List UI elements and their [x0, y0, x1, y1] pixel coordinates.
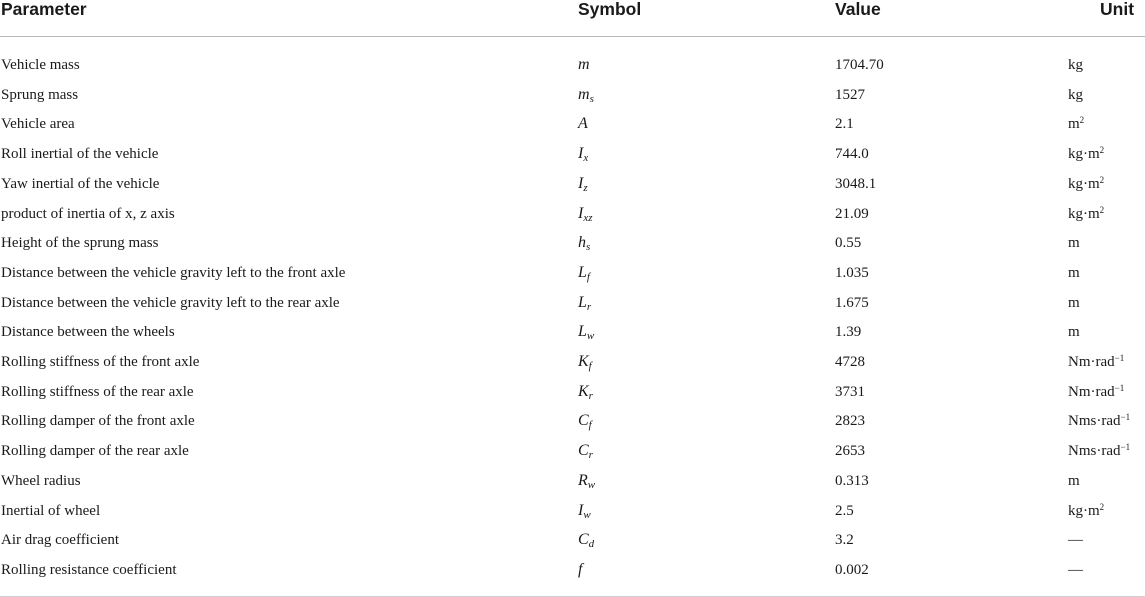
symbol-main: C: [578, 531, 589, 549]
table-row: [0, 175, 1145, 205]
symbol-main: C: [578, 412, 589, 430]
symbol-main: m: [578, 56, 590, 73]
symbol-subscript: w: [586, 330, 595, 343]
symbol-subscript: r: [588, 449, 593, 462]
table-row: [0, 472, 1145, 502]
unit-cell: [1068, 205, 1104, 223]
value-cell: 1.035: [835, 264, 869, 281]
unit-main: —: [1068, 532, 1083, 549]
parameter-cell: Distance between the vehicle gravity left to the rear axle: [1, 294, 340, 311]
unit-cell: [1068, 234, 1080, 252]
header-unit: Unit: [1100, 0, 1135, 19]
symbol-cell: [578, 383, 593, 401]
unit-superscript: −1: [1114, 382, 1125, 393]
unit-main: kg: [1068, 57, 1083, 73]
symbol-main: I: [578, 204, 584, 222]
unit-cell: [1068, 115, 1084, 133]
unit-cell: [1068, 531, 1083, 549]
symbol-subscript: w: [587, 478, 596, 491]
header-parameter: Parameter: [1, 0, 87, 19]
table-row: [0, 115, 1145, 145]
symbol-subscript: r: [586, 300, 592, 313]
unit-cell: [1068, 294, 1080, 312]
table-row: [0, 531, 1145, 561]
symbol-cell: [578, 353, 592, 371]
parameter-cell: Distance between the vehicle gravity left to the front axle: [1, 264, 346, 281]
parameter-cell: Height of the sprung mass: [1, 235, 159, 252]
value-cell: 1527: [835, 86, 865, 103]
parameter-cell: Vehicle mass: [1, 57, 80, 73]
unit-cell: [1068, 86, 1083, 104]
unit-superscript: 2: [1099, 501, 1105, 512]
table-row: [0, 234, 1145, 264]
symbol-cell: [578, 442, 593, 460]
table-row: [0, 561, 1145, 591]
unit-superscript: −1: [1114, 353, 1125, 363]
symbol-cell: [578, 294, 591, 312]
symbol-cell: [578, 115, 588, 133]
table-row: [0, 145, 1145, 175]
unit-main: Nm·rad: [1068, 354, 1115, 370]
value-cell: 3.2: [835, 532, 854, 549]
unit-main: m: [1068, 472, 1080, 489]
table-row: [0, 383, 1145, 413]
table-row: [0, 412, 1145, 442]
parameter-cell: Rolling stiffness of the rear axle: [1, 383, 194, 400]
symbol-main: I: [578, 145, 584, 163]
symbol-main: m: [578, 85, 590, 103]
value-cell: 1.39: [835, 324, 862, 341]
symbol-main: R: [578, 471, 588, 489]
table-row: [0, 294, 1145, 324]
symbol-main: h: [578, 234, 586, 252]
unit-main: m: [1068, 324, 1080, 341]
symbol-cell: [578, 472, 595, 490]
unit-main: Nms·rad: [1068, 443, 1121, 460]
unit-cell: [1068, 56, 1083, 74]
unit-cell: [1068, 502, 1104, 520]
parameter-cell: product of inertia of x, z axis: [1, 205, 175, 222]
unit-main: m: [1068, 235, 1080, 252]
unit-superscript: 2: [1079, 115, 1085, 126]
header-symbol: Symbol: [578, 0, 642, 19]
parameter-cell: Inertial of wheel: [1, 502, 101, 519]
unit-cell: [1068, 175, 1104, 193]
value-cell: 2.1: [835, 116, 854, 133]
symbol-subscript: s: [586, 241, 591, 254]
parameter-cell: Air drag coefficient: [1, 532, 120, 549]
value-cell: 0.55: [835, 235, 862, 252]
symbol-main: L: [578, 323, 587, 341]
unit-main: m: [1068, 116, 1080, 133]
table-row: [0, 205, 1145, 235]
symbol-main: L: [578, 263, 587, 281]
table-row: [0, 56, 1145, 86]
unit-main: kg·m: [1068, 502, 1100, 519]
unit-superscript: 2: [1099, 145, 1105, 156]
table-row: [0, 323, 1145, 353]
symbol-main: L: [578, 293, 587, 311]
parameter-cell: Rolling stiffness of the front axle: [1, 354, 200, 370]
value-cell: 0.002: [835, 561, 869, 578]
unit-superscript: 2: [1099, 174, 1105, 185]
parameter-cell: Yaw inertial of the vehicle: [1, 175, 160, 192]
symbol-subscript: d: [588, 538, 595, 551]
unit-main: —: [1068, 561, 1083, 578]
symbol-cell: [578, 323, 594, 341]
symbol-subscript: r: [588, 389, 593, 402]
symbol-main: K: [578, 382, 589, 400]
unit-cell: [1068, 323, 1080, 341]
unit-cell: [1068, 561, 1083, 579]
value-cell: 2.5: [835, 502, 854, 519]
unit-cell: [1068, 442, 1130, 460]
unit-cell: [1068, 383, 1124, 401]
unit-main: kg·m: [1068, 146, 1100, 163]
unit-main: kg·m: [1068, 205, 1100, 222]
value-cell: 1.675: [835, 294, 869, 311]
unit-cell: [1068, 145, 1104, 163]
table-row: [0, 502, 1145, 532]
table-row: [0, 86, 1145, 116]
unit-main: m: [1068, 264, 1080, 281]
symbol-subscript: f: [588, 360, 592, 372]
symbol-cell: [578, 145, 588, 163]
symbol-cell: [578, 502, 591, 520]
parameter-cell: Wheel radius: [1, 472, 81, 489]
unit-cell: [1068, 264, 1080, 282]
value-cell: 3048.1: [835, 175, 877, 192]
parameter-cell: Rolling damper of the rear axle: [1, 443, 189, 460]
header-value: Value: [835, 0, 881, 19]
symbol-cell: [578, 531, 594, 549]
symbol-cell: [578, 264, 590, 282]
unit-main: Nms·rad: [1068, 413, 1121, 430]
parameter-cell: Roll inertial of the vehicle: [1, 146, 159, 163]
symbol-subscript: f: [586, 270, 590, 283]
symbol-subscript: f: [588, 419, 592, 432]
symbol-subscript: x: [583, 152, 589, 165]
symbol-subscript: w: [583, 508, 591, 521]
unit-superscript: −1: [1120, 412, 1131, 423]
unit-main: kg·m: [1068, 175, 1100, 192]
value-cell: 1704.70: [835, 57, 884, 73]
table-header: [0, 0, 1145, 37]
unit-superscript: −1: [1120, 442, 1131, 453]
symbol-cell: [578, 205, 593, 223]
table-row: [0, 264, 1145, 294]
symbol-cell: [578, 412, 592, 430]
unit-main: kg: [1068, 86, 1083, 103]
unit-main: m: [1068, 294, 1080, 311]
symbol-cell: [578, 175, 588, 193]
value-cell: 744.0: [835, 146, 869, 163]
table-row: [0, 442, 1145, 472]
unit-cell: [1068, 412, 1130, 430]
value-cell: 21.09: [835, 205, 869, 222]
symbol-main: A: [578, 115, 588, 133]
value-cell: 3731: [835, 383, 865, 400]
parameter-cell: Rolling damper of the front axle: [1, 413, 195, 430]
symbol-subscript: z: [583, 181, 588, 194]
symbol-cell: [578, 86, 594, 104]
symbol-cell: [578, 56, 590, 74]
parameter-cell: Vehicle area: [1, 116, 75, 133]
value-cell: 2823: [835, 413, 865, 430]
value-cell: 2653: [835, 443, 865, 460]
unit-cell: [1068, 472, 1080, 490]
value-cell: 0.313: [835, 472, 869, 489]
symbol-subscript: xz: [583, 211, 593, 224]
unit-superscript: 2: [1099, 204, 1105, 215]
symbol-subscript: s: [589, 92, 594, 105]
symbol-cell: [578, 561, 582, 579]
value-cell: 4728: [835, 354, 865, 370]
symbol-main: I: [578, 174, 584, 192]
parameter-cell: Distance between the wheels: [1, 324, 175, 341]
symbol-cell: [578, 234, 590, 252]
symbol-main: K: [578, 353, 589, 370]
symbol-main: f: [578, 560, 583, 578]
symbol-main: I: [578, 501, 584, 519]
unit-main: Nm·rad: [1068, 383, 1115, 400]
unit-cell: [1068, 353, 1124, 371]
table-row: [0, 353, 1145, 383]
parameter-cell: Rolling resistance coefficient: [1, 561, 177, 578]
symbol-main: C: [578, 442, 589, 460]
parameter-cell: Sprung mass: [1, 86, 79, 103]
